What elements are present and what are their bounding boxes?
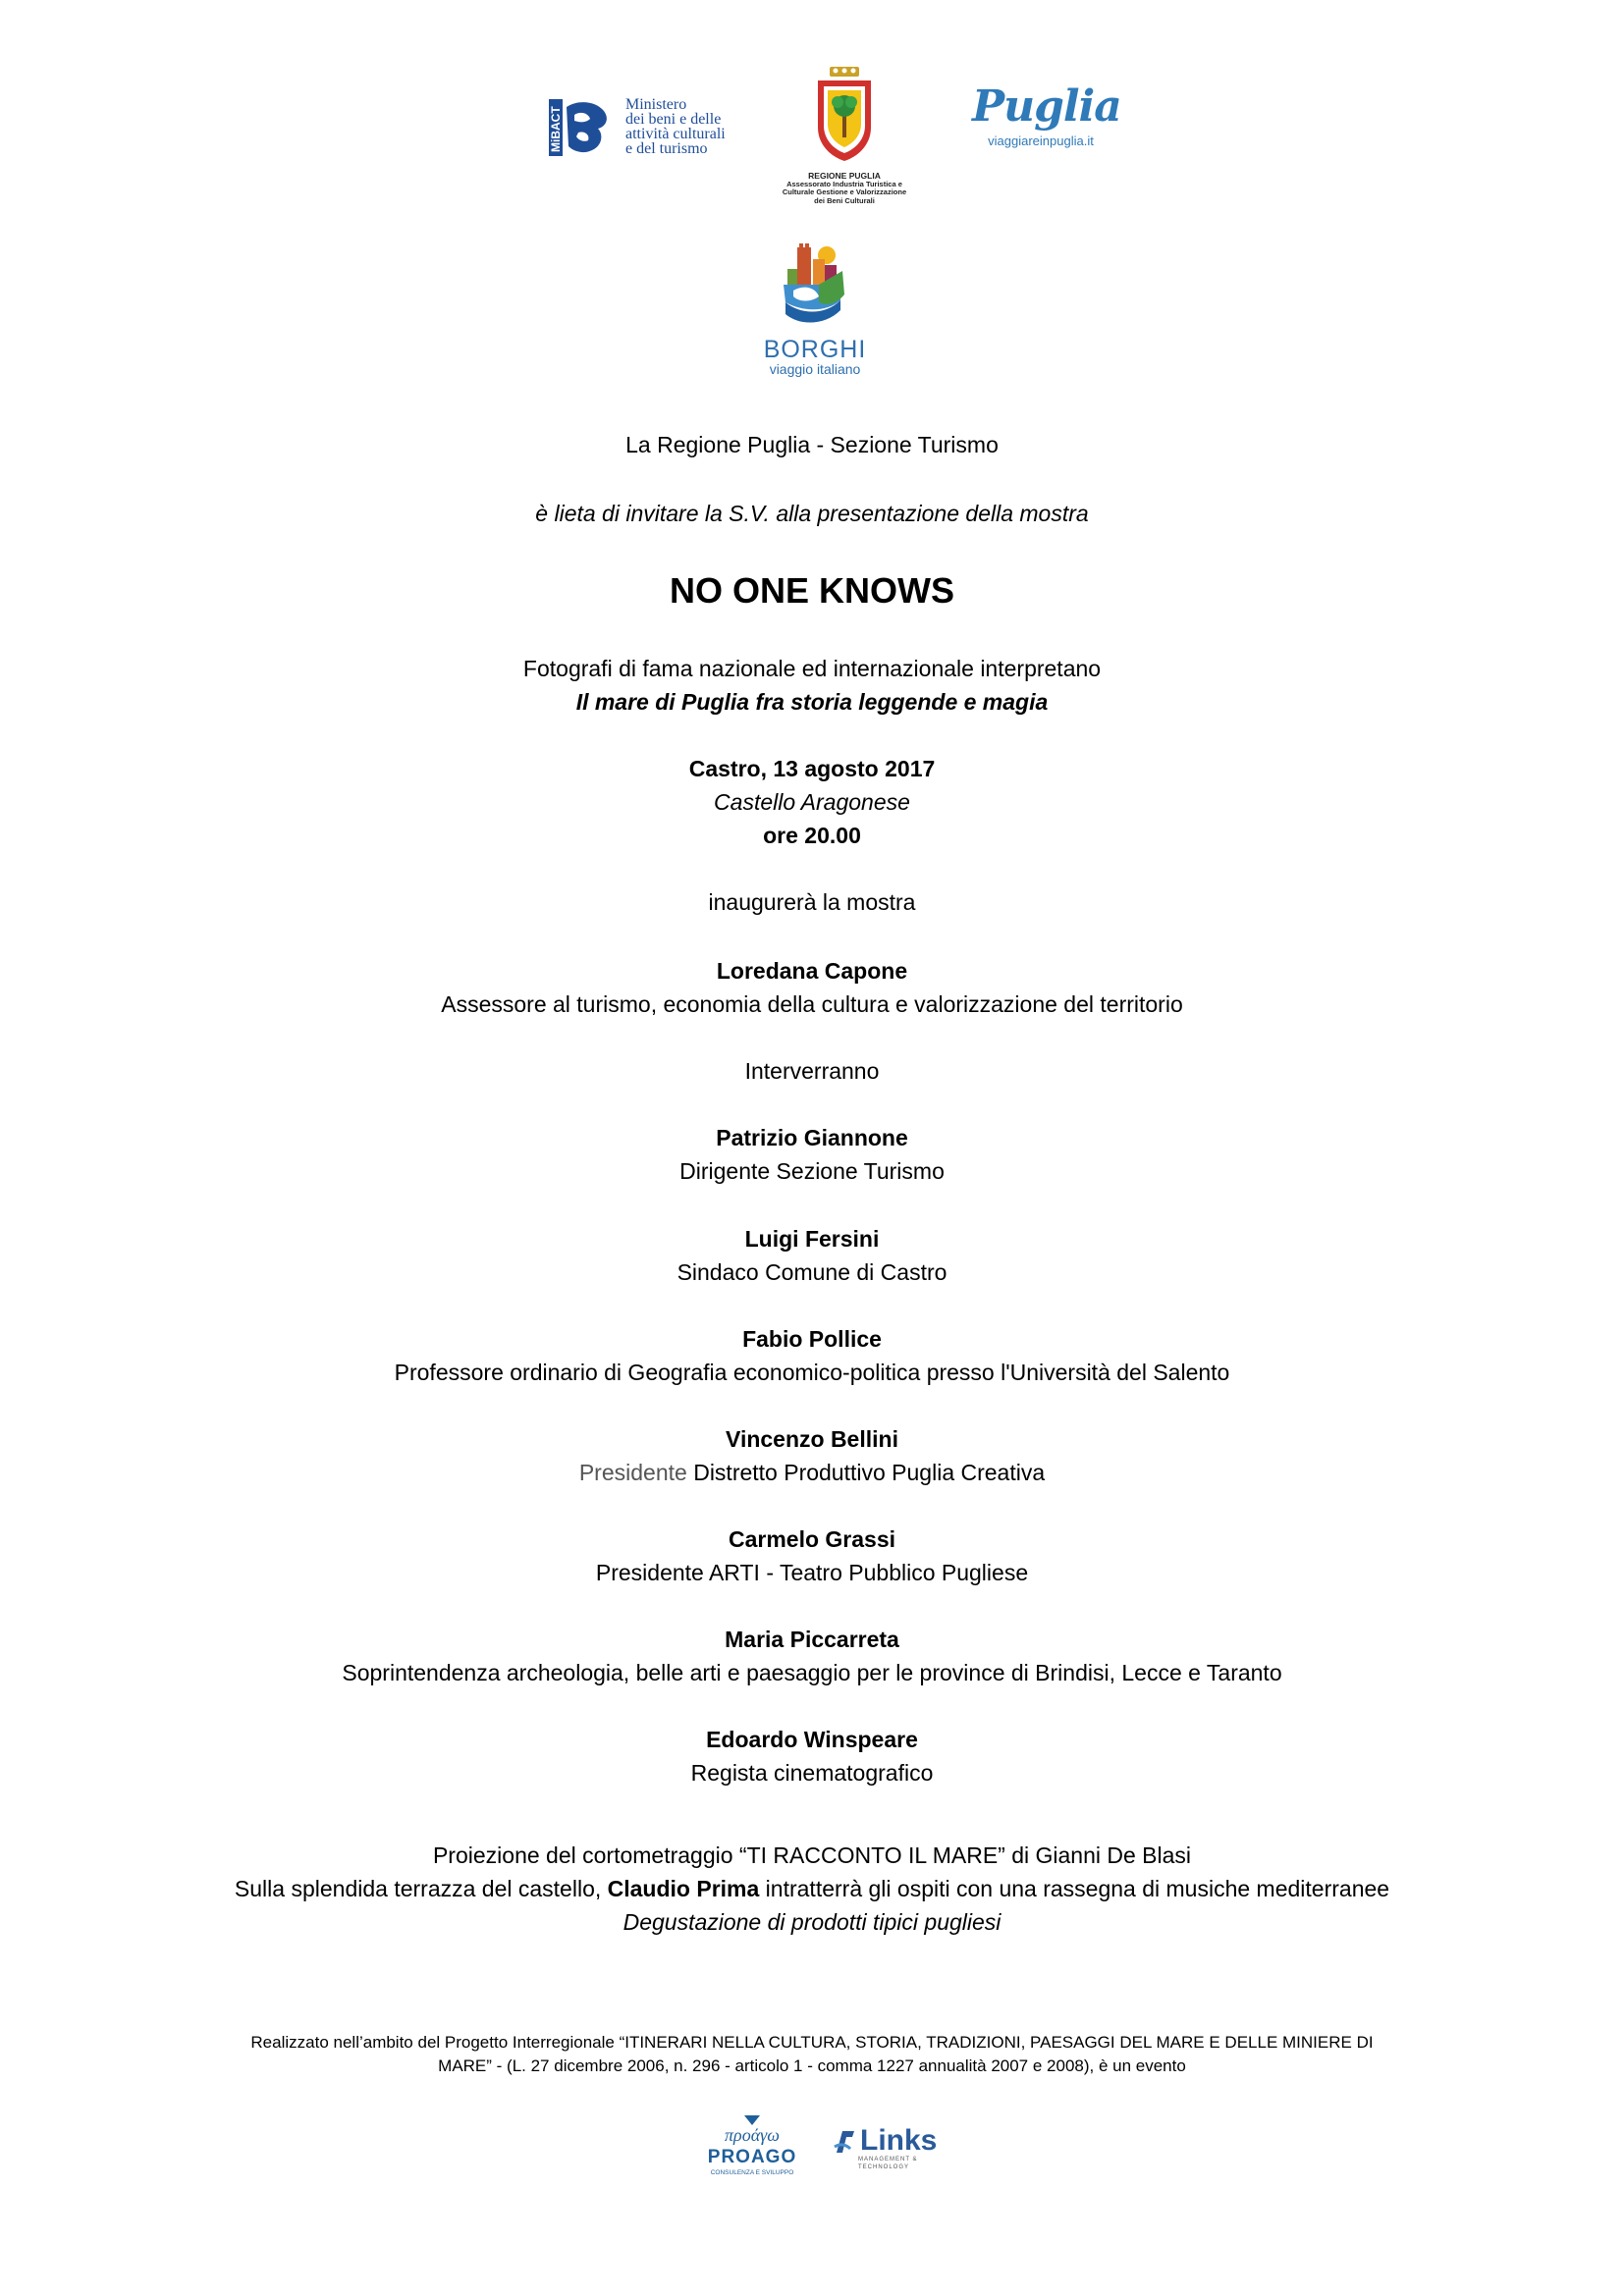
intro-line: è lieta di invitare la S.V. alla presentazione della mostra — [535, 501, 1089, 526]
borghi-name: BORGHI — [763, 336, 867, 363]
speaker-role: Dirigente Sezione Turismo — [679, 1158, 945, 1184]
links-name: Links — [860, 2124, 938, 2157]
screening-line: Proiezione del cortometraggio “TI RACCONTO IL MARE” di Gianni De Blasi — [432, 1842, 1192, 1868]
proago-mark-icon — [705, 2113, 799, 2182]
footer-line-1: Realizzato nell’ambito del Progetto Interregionale “ITINERARI NELLA CULTURA, STORIA, TRADIZIONI, PAESAGGI DEL MARE E DELLE MINIERE DI — [250, 2033, 1374, 2052]
links-logo — [833, 2124, 941, 2170]
regione-puglia-logo — [766, 65, 923, 212]
regione-sub-3: dei Beni Culturali — [814, 195, 875, 205]
speaker-name: Luigi Fersini — [744, 1226, 880, 1252]
speaker-role-prefix: Presidente — [578, 1460, 687, 1485]
speaker-role: Sindaco Comune di Castro — [677, 1259, 947, 1285]
opener-role: Assessore al turismo, economia della cultura e valorizzazione del territorio — [441, 991, 1183, 1017]
links-mark-icon — [833, 2127, 856, 2155]
speaker-name: Fabio Pollice — [742, 1326, 882, 1352]
regione-sub-1: Assessorato Industria Turistica e — [786, 179, 902, 188]
place-date: Castro, 13 agosto 2017 — [688, 756, 936, 781]
speaker-role-rest: Distretto Produttivo Puglia Creativa — [686, 1460, 1046, 1485]
speaker-role: Regista cinematografico — [690, 1760, 934, 1786]
theme-line: Il mare di Puglia fra storia leggende e magia — [575, 689, 1049, 715]
music-pre: Sulla splendida terrazza del castello, — [234, 1876, 608, 1901]
mibact-vertical-text: MiBACT — [549, 106, 563, 152]
regione-sub-2: Culturale Gestione e Valorizzazione — [782, 187, 907, 196]
footer-line-2: MARE” - (L. 27 dicembre 2006, n. 296 - articolo 1 - comma 1227 annualità 2007 e 2008), è un evento — [438, 2056, 1186, 2075]
mibact-logo — [545, 92, 741, 161]
speaker-name: Edoardo Winspeare — [706, 1727, 918, 1752]
exhibition-title: NO ONE KNOWS — [669, 570, 954, 611]
speakers-intro: Interverranno — [744, 1058, 880, 1084]
mibact-seal-icon — [545, 93, 622, 160]
opening-line: inaugurerà la mostra — [708, 889, 916, 915]
speaker-role: Professore ordinario di Geografia economico-politica presso l'Università del Salento — [394, 1360, 1230, 1385]
speaker-role: Presidente ARTI - Teatro Pubblico Pugliese — [595, 1560, 1029, 1585]
regione-name: REGIONE PUGLIA — [808, 171, 881, 181]
speaker-name: Maria Piccarreta — [725, 1627, 899, 1652]
speaker-name: Carmelo Grassi — [728, 1526, 896, 1552]
speaker-role — [0, 1459, 1624, 1486]
speaker-name: Patrizio Giannone — [716, 1125, 908, 1150]
links-tagline: MANAGEMENT & TECHNOLOGY — [858, 2157, 918, 2170]
speaker-role: Soprintendenza archeologia, belle arti e paesaggio per le province di Brindisi, Lecce e Taranto — [342, 1660, 1282, 1685]
host-line: La Regione Puglia - Sezione Turismo — [625, 432, 999, 457]
musician-name: Claudio Prima — [607, 1876, 760, 1901]
proago-greek: προάγω — [725, 2125, 780, 2145]
puglia-wordmark: Puglia — [972, 81, 1121, 132]
proago-logo — [705, 2113, 799, 2182]
event-time: ore 20.00 — [763, 823, 861, 848]
mibact-line-4: e del turismo — [625, 140, 708, 157]
proago-name: PROAGO — [707, 2147, 797, 2167]
proago-tagline: CONSULENZA E SVILUPPO — [710, 2169, 794, 2176]
subtitle-line: Fotografi di fama nazionale ed internazionale interpretano — [522, 656, 1102, 681]
borghi-tagline: viaggio italiano — [769, 361, 861, 377]
regione-crest-icon — [810, 65, 879, 163]
speaker-name: Vincenzo Bellini — [726, 1426, 898, 1452]
borghi-logo — [756, 241, 874, 389]
venue: Castello Aragonese — [714, 789, 910, 815]
music-post: intratterrà gli ospiti con una rassegna di musiche mediterranee — [759, 1876, 1390, 1901]
tasting-line: Degustazione di prodotti tipici pugliesi — [623, 1909, 1001, 1935]
mibact-line-1: Ministero — [625, 96, 687, 113]
puglia-url: viaggiareinpuglia.it — [988, 133, 1094, 148]
opener-name: Loredana Capone — [716, 958, 908, 984]
mibact-line-2: dei beni e delle — [625, 111, 722, 128]
puglia-tourism-logo — [972, 81, 1121, 171]
mibact-line-3: attività culturali — [625, 126, 726, 142]
music-line — [0, 1875, 1624, 1902]
borghi-emblem-icon — [776, 241, 854, 330]
